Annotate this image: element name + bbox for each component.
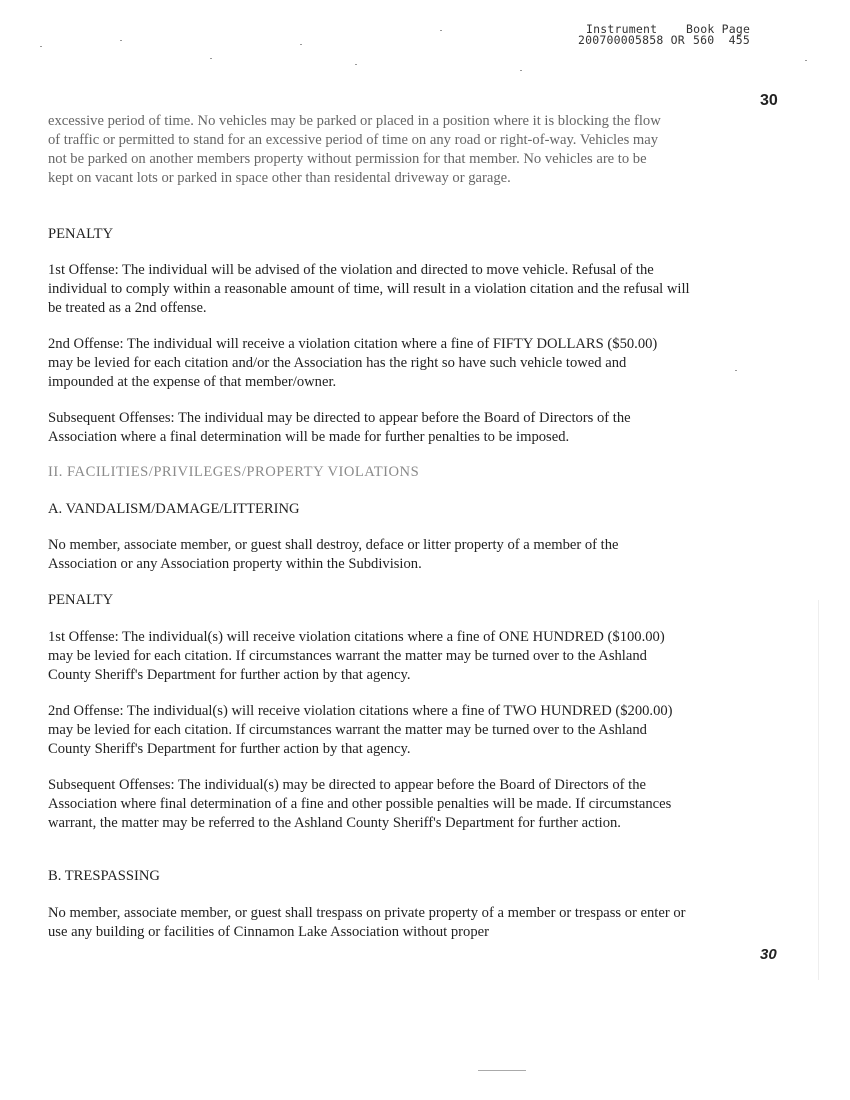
paragraph-first-offense-1: 1st Offense: The individual will be advised of the violation and directed to move vehicle. Refusal of the individual to comply within a reasonable amount of time, will result in a violation citation and the refusal will be treated as a 2nd offense. <box>48 262 690 316</box>
scan-speck <box>735 370 737 371</box>
subheading-vandalism: A. VANDALISM/DAMAGE/LITTERING <box>48 501 300 517</box>
penalty-heading-2: PENALTY <box>48 592 114 608</box>
section-heading-ii: II. FACILITIES/PRIVILEGES/PROPERTY VIOLATIONS <box>48 464 420 480</box>
scan-speck <box>440 30 442 31</box>
book-page-stamp <box>686 24 750 46</box>
scan-speck <box>300 44 302 45</box>
scan-speck <box>40 46 42 47</box>
paragraph-trespassing: No member, associate member, or guest shall trespass on private property of a member or trespass or enter or use any building or facilities of Cinnamon Lake Association without proper <box>48 905 686 940</box>
paragraph-vandalism: No member, associate member, or guest shall destroy, deface or litter property of a member of the Association or any Association property within the Subdivision. <box>48 537 619 572</box>
scan-speck <box>355 64 357 65</box>
paragraph-subsequent-2: Subsequent Offenses: The individual(s) may be directed to appear before the Board of Directors of the Association where final determination of a fine and other possible penalties will be made. If circumstances warrant, the matter may be referred to the Ashland County Sheriff's Department for further action. <box>48 777 672 831</box>
paragraph-parking-rules: excessive period of time. No vehicles may be parked or placed in a position where it is blocking the flow of traffic or permitted to stand for an excessive period of time on any road or right-of-way. Vehicles may not be parked on another members property without permission for that member. No vehicles are to be kept on vacant lots or parked in space other than residental driveway or garage. <box>48 113 661 186</box>
book-page-label: Book Page <box>686 22 751 36</box>
paragraph-second-offense-2: 2nd Offense: The individual(s) will receive violation citations where a fine of TWO HUNDRED ($200.00) may be levied for each citation. If circumstances warrant the matter may be turned over to the Ashland County Sheriff's Department for further action by that agency. <box>48 703 673 757</box>
scan-speck <box>805 60 807 61</box>
page-number-stamp: 455 <box>728 33 750 47</box>
recording-stamp <box>578 24 685 46</box>
page-number-bottom: 30 <box>760 946 777 963</box>
scan-speck <box>210 58 212 59</box>
subheading-trespassing: B. TRESPASSING <box>48 868 160 884</box>
paragraph-subsequent-1: Subsequent Offenses: The individual may be directed to appear before the Board of Directors of the Association where a final determination will be made for further penalties to be imposed. <box>48 410 631 445</box>
paragraph-second-offense-1: 2nd Offense: The individual will receive a violation citation where a fine of FIFTY DOLLARS ($50.00) may be levied for each citation and/or the Association has the right so have such vehicle towed and impounded at the expense of that member/owner. <box>48 336 658 390</box>
penalty-heading-1: PENALTY <box>48 226 114 242</box>
instrument-label: Instrument <box>586 22 658 36</box>
or-label: OR <box>670 33 685 47</box>
scan-speck <box>520 70 522 71</box>
page-number-top: 30 <box>760 92 778 109</box>
scan-edge-line <box>818 600 819 980</box>
paragraph-first-offense-2: 1st Offense: The individual(s) will receive violation citations where a fine of ONE HUNDRED ($100.00) may be levied for each citation. If circumstances warrant the matter may be turned over to the Ashland County Sheriff's Department for further action by that agency. <box>48 629 665 683</box>
scan-bottom-line <box>478 1070 526 1071</box>
book-number: 560 <box>693 33 715 47</box>
scan-speck <box>120 40 122 41</box>
instrument-number: 200700005858 <box>578 33 664 47</box>
